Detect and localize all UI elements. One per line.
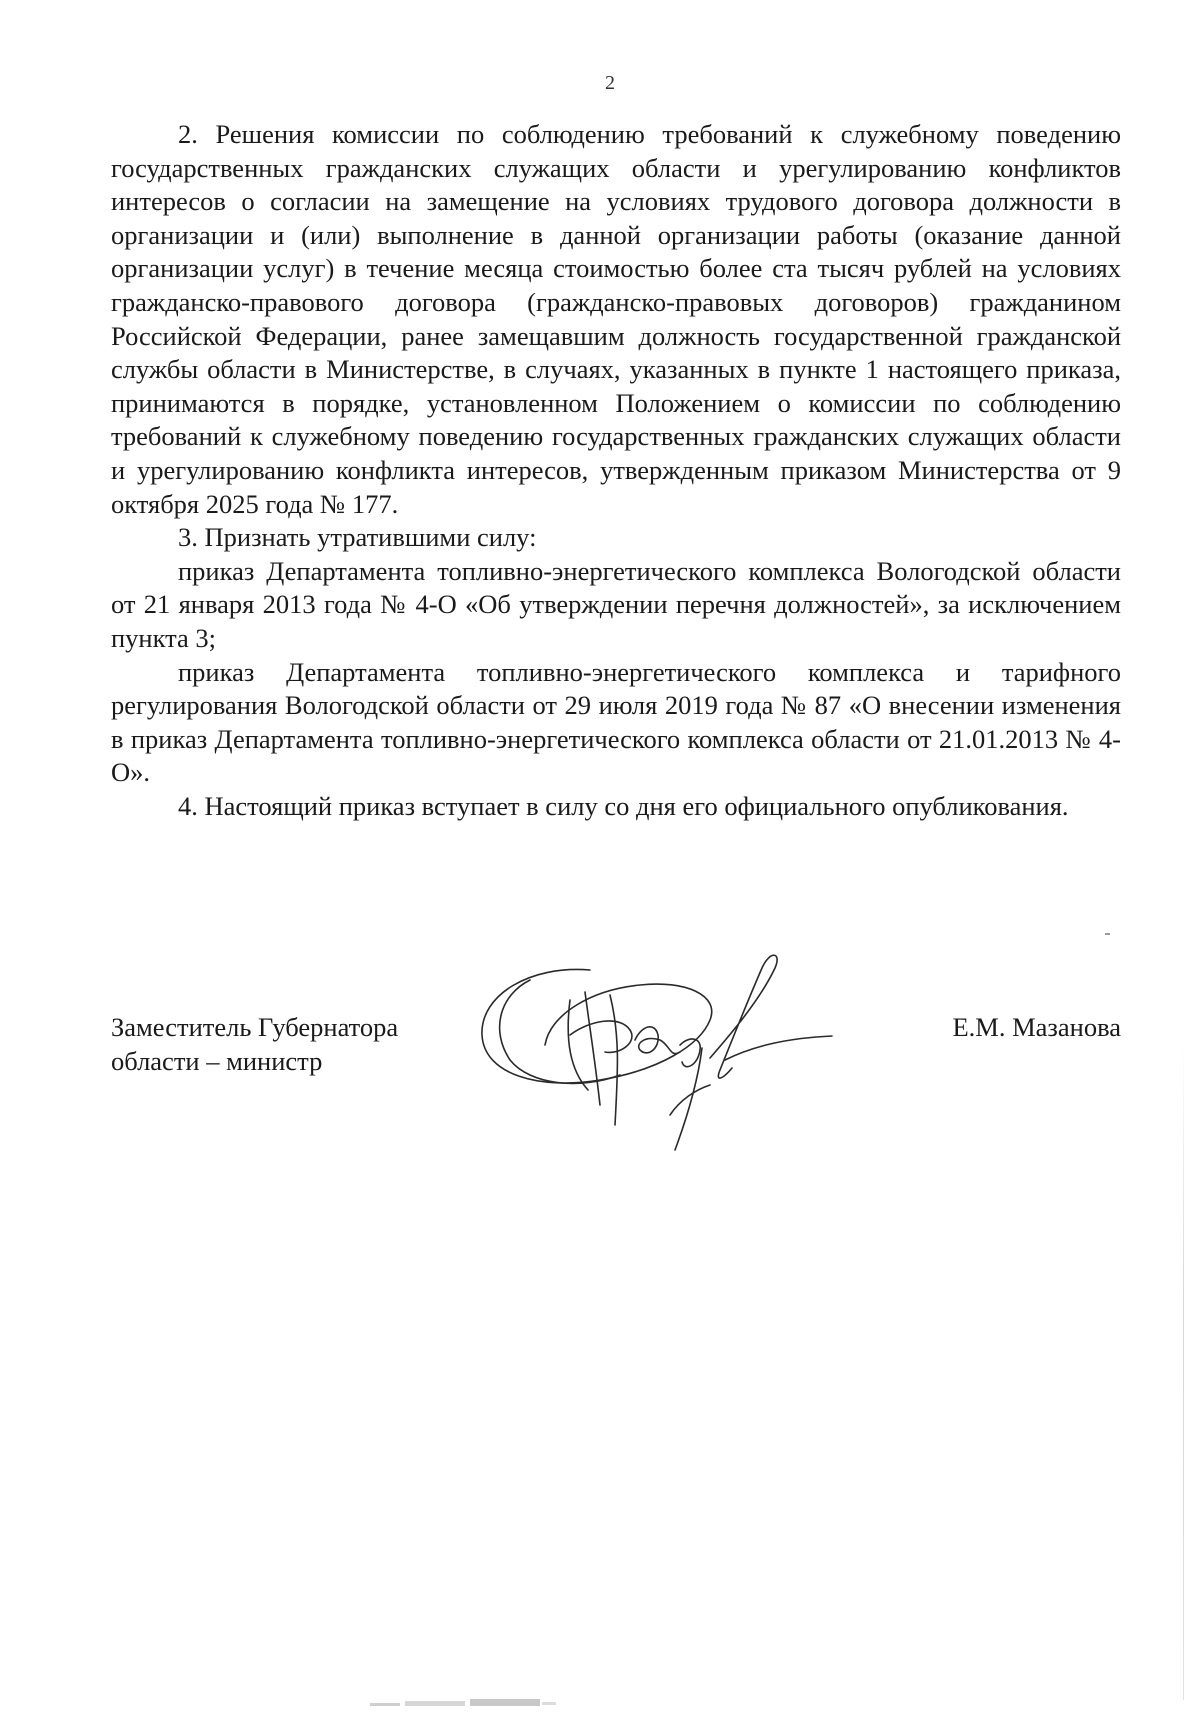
paragraph-4: 4. Настоящий приказ вступает в силу со дня его официального опубликования. [178, 790, 1069, 821]
handwritten-signature [470, 940, 850, 1160]
document-body [111, 118, 1121, 823]
scan-artifact-bottom [370, 1696, 560, 1708]
scan-artifact-dot [1105, 933, 1110, 935]
signatory-position [111, 1010, 398, 1078]
page-number: 2 [605, 72, 615, 94]
paragraph-3-heading: 3. Признать утратившими силу: [178, 522, 537, 553]
signatory-name: Е.М. Мазанова [952, 1012, 1121, 1042]
signatory-position-line-2: области – министр [111, 1046, 323, 1076]
signatory-position-line-1: Заместитель Губернатора [111, 1012, 399, 1042]
paragraph-3-item-1: приказ Департамента топливно-энергетического комплекса Вологодской области от 21 января 2013 года № 4-О «Об утверждении перечня должностей», за исключением пункта 3; [111, 555, 1121, 653]
scan-artifact-edge [1183, 1040, 1184, 1700]
paragraph-2: 2. Решения комиссии по соблюдению требований к служебному поведению государственных гражданских служащих области и урегулированию конфликтов интересов о согласии на замещение на условиях трудового договора должности в организации и (или) выполнение в данной организации работы (оказание данной организации услуг) в течение месяца стоимостью более ста тысяч рублей на условиях гражданско-правового договора (гражданско-правовых договоров) гражданином Российской Федерации, ранее замещавшим должность государственной гражданской службы области в Министерстве, в случаях, указанных в пункте 1 настоящего приказа, принимаются в порядке, установленном Положением о комиссии по соблюдению требований к служебному поведению государственных гражданских служащих области и урегулированию конфликта интересов, утвержденным приказом Министерства от 9 октября 2025 года № 177. [111, 119, 1121, 519]
paragraph-3-item-2: приказ Департамента топливно-энергетического комплекса и тарифного регулирования Вологодской области от 29 июля 2019 года № 87 «О внесении изменения в приказ Департамента топливно-энергетического комплекса области от 21.01.2013 № 4-О». [111, 656, 1121, 788]
